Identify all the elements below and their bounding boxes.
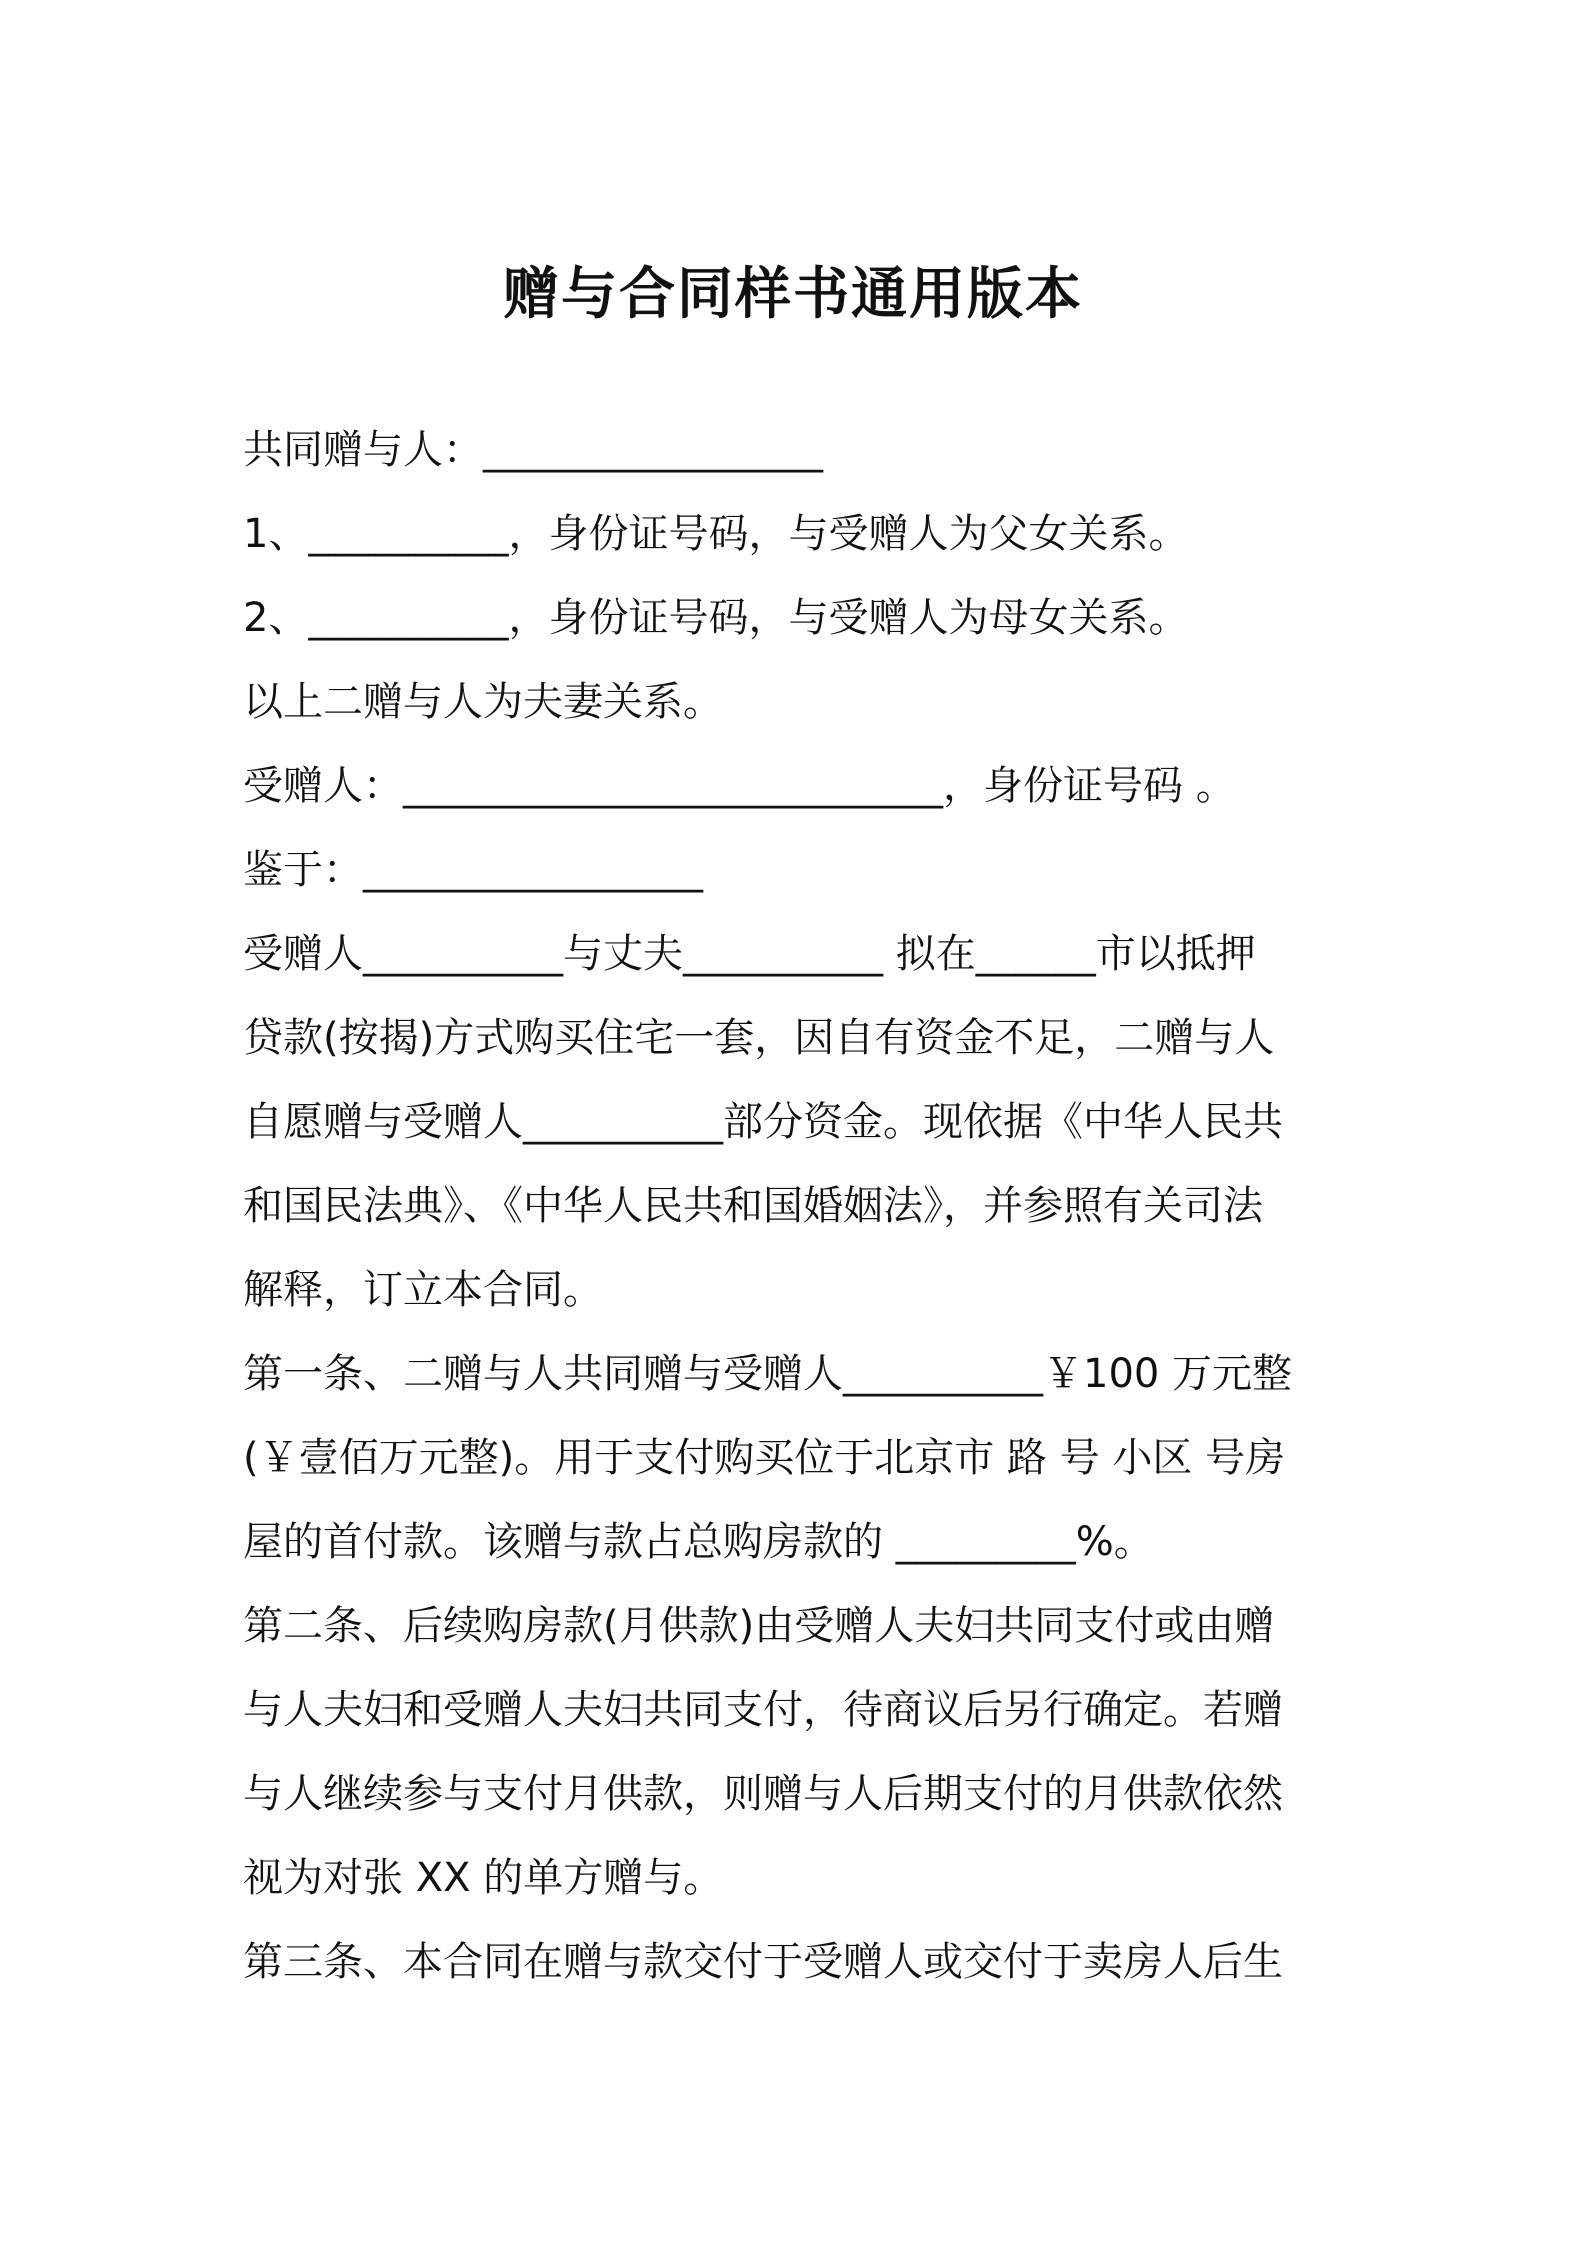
text-line: 以上二赠与人为夫妻关系。 bbox=[243, 679, 723, 725]
text-line: 第二条、后续购房款(月供款)由受赠人夫妇共同支付或由赠 bbox=[243, 1603, 1275, 1649]
text-line: 贷款(按揭)方式购买住宅一套，因自有资金不足，二赠与人 bbox=[243, 1015, 1275, 1061]
text-line: 1、__________，身份证号码，与受赠人为父女关系。 bbox=[243, 511, 1189, 557]
text-line: 第一条、二赠与人共同赠与受赠人__________￥100 万元整 bbox=[243, 1351, 1293, 1397]
text-line: 第三条、本合同在赠与款交付于受赠人或交付于卖房人后生 bbox=[243, 1939, 1283, 1985]
text-line: 与人继续参与支付月供款，则赠与人后期支付的月供款依然 bbox=[243, 1771, 1283, 1817]
text-line: (￥壹佰万元整)。用于支付购买位于北京市 路 号 小区 号房 bbox=[243, 1435, 1286, 1481]
text-line: 鉴于：_________________ bbox=[243, 847, 703, 893]
document-body bbox=[243, 408, 1363, 2004]
text-line: 自愿赠与受赠人__________部分资金。现依据《中华人民共 bbox=[243, 1099, 1283, 1145]
text-line: 视为对张 XX 的单方赠与。 bbox=[243, 1855, 724, 1901]
text-line: 屋的首付款。该赠与款占总购房款的 _________%。 bbox=[243, 1519, 1154, 1565]
text-line: 受赠人__________与丈夫__________ 拟在______市以抵押 bbox=[243, 931, 1256, 977]
text-line: 和国民法典》、《中华人民共和国婚姻法》，并参照有关司法 bbox=[243, 1183, 1263, 1229]
text-line: 2、__________，身份证号码，与受赠人为母女关系。 bbox=[243, 595, 1189, 641]
text-line: 受赠人：___________________________，身份证号码 。 bbox=[243, 763, 1236, 809]
text-line: 共同赠与人：_________________ bbox=[243, 427, 823, 473]
document-title: 赠与合同样书通用版本 bbox=[503, 262, 1083, 327]
text-line: 与人夫妇和受赠人夫妇共同支付，待商议后另行确定。若赠 bbox=[243, 1687, 1283, 1733]
text-line: 解释，订立本合同。 bbox=[243, 1267, 603, 1313]
